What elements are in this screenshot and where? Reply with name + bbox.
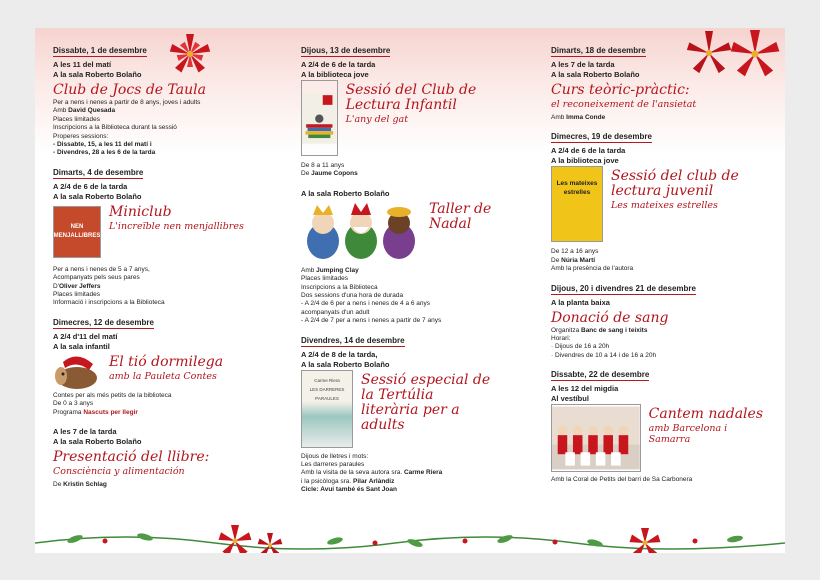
info-label: De [301, 170, 312, 178]
info-label: D' [53, 282, 59, 290]
event-subtitle: el reconeixement de l'ansietat [551, 99, 697, 110]
info-line: Dijous de lletres i mots: [301, 452, 369, 460]
event-time: A 2/4 d'11 del matí [53, 331, 118, 341]
event-date: Dimarts, 4 de desembre [53, 167, 144, 177]
info-label: Programa [53, 408, 84, 416]
info-line: - A 2/4 de 6 per a nens i nenes de 4 a 6 anys [301, 300, 431, 308]
info-label: Amb la visita de la seva autora sra. [301, 469, 404, 477]
event-place: A la sala Roberto Bolaño [301, 188, 390, 198]
info-name: Kristin Schlag [63, 481, 107, 489]
event-title: Sessió especial de la Tertúlia literària per a adults [361, 371, 491, 433]
info-label: i la psicòloga sra. [301, 477, 354, 485]
info-name: Banc de sang i teixits [581, 326, 648, 334]
info-label: De [53, 481, 64, 489]
event-info [301, 267, 516, 326]
event-subtitle: Les mateixes estrelles [611, 200, 718, 212]
event-time: A les 7 de la tarda [551, 60, 615, 69]
info-line: De 0 a 3 anys [53, 400, 94, 408]
event-subtitle: amb Barcelona i Samarra [648, 423, 728, 446]
cycle-line: Cicle: Avui també és Sant Joan [301, 486, 397, 494]
event-miniclub [53, 168, 263, 308]
event-place: A la sala infantil [53, 341, 110, 351]
event-time: A 2/4 de 6 de la tarda [301, 60, 376, 69]
event-date: Divendres, 14 de desembre [301, 335, 405, 345]
info-name: David Quesada [68, 107, 116, 115]
info-line: - A 2/4 de 7 per a nens i nenes a partir de 7 anys [301, 317, 442, 325]
book-cover-image [301, 80, 338, 156]
event-info [551, 476, 766, 484]
event-info [301, 453, 516, 495]
info-line [301, 469, 516, 477]
column-left [53, 46, 263, 500]
info-line [53, 107, 263, 115]
tio-log-illustration [53, 352, 101, 392]
event-date: Dijous, 20 i divendres 21 de desembre [551, 283, 696, 293]
event-title: Sessió del club de lectura juvenil [611, 168, 739, 200]
event-time: A 2/4 de 6 de la tarda [53, 181, 128, 191]
event-title: Taller de Nadal [429, 200, 492, 232]
event-christmas-workshop [301, 189, 516, 326]
info-line: Places limitades [301, 275, 348, 283]
event-carols [551, 370, 766, 484]
column-right [551, 46, 766, 495]
event-date: Dijous, 13 de desembre [301, 46, 391, 55]
event-title: El tió dormilega [109, 353, 224, 370]
event-youth-reading-club [551, 132, 766, 273]
event-subtitle: amb la Pauleta Contes [109, 370, 217, 382]
book-cover-image [53, 206, 101, 258]
column-middle [301, 46, 516, 505]
info-line: De 12 a 16 anys [551, 248, 599, 256]
info-line: Per a nens i nenes de 5 a 7 anys, [53, 265, 150, 273]
event-time: A 2/4 de 8 de la tarda, [301, 349, 378, 359]
event-tio-dormilega [53, 318, 263, 417]
info-line [53, 283, 263, 291]
info-line: Inscripcions a la Biblioteca [301, 283, 378, 291]
info-line: Properes sessions: [53, 132, 109, 140]
info-line: Horari: [551, 335, 571, 343]
event-place: A la sala Roberto Bolaño [301, 359, 390, 369]
event-kids-reading-club [301, 46, 516, 179]
event-place: A la sala Roberto Bolaño [53, 70, 142, 79]
choir-photo-image [551, 404, 641, 472]
event-subtitle: L'any del gat [345, 114, 409, 125]
event-title: Curs teòric-pràctic: [551, 82, 690, 98]
event-title: Sessió del Club de Lectura Infantil [345, 82, 477, 113]
info-name: Jumping Clay [316, 266, 359, 274]
three-kings-figures-image [301, 199, 421, 261]
event-place: A la biblioteca jove [301, 70, 369, 79]
info-line: Les darreres paraules [301, 461, 365, 469]
event-date: Dimecres, 12 de desembre [53, 317, 154, 327]
info-label: Amb [53, 107, 69, 115]
event-info [551, 327, 766, 361]
event-book-presentation [53, 427, 263, 489]
event-title: Club de Jocs de Taula [53, 82, 206, 98]
event-time: A les 12 del migdia [551, 384, 619, 394]
event-date: Dimecres, 19 de desembre [551, 132, 652, 142]
event-title: Donació de sang [551, 309, 669, 326]
event-date: Dimarts, 18 de desembre [551, 46, 646, 55]
event-place: Al vestíbul [551, 394, 589, 404]
event-title: Presentació del llibre: [53, 449, 210, 466]
info-name: Jaume Copons [311, 170, 358, 178]
event-board-games [53, 46, 263, 158]
book-cover-title: NEN MENJALLIBRES [53, 223, 101, 239]
info-name: Carme Riera [403, 469, 443, 477]
info-label: Amb [551, 114, 567, 121]
info-label: Amb [301, 266, 317, 274]
program-name: Nascuts per llegir [83, 408, 138, 416]
info-line: Per a nens i nenes a partir de 8 anys, joves i adults [53, 99, 201, 106]
info-line [551, 327, 766, 335]
event-blood-donation [551, 284, 766, 361]
event-place: A la sala Roberto Bolaño [53, 437, 142, 447]
event-literary-gathering [301, 336, 516, 495]
event-time: A les 11 del matí [53, 60, 112, 69]
event-info [53, 481, 263, 489]
info-line: Acompanyats pels seus pares [53, 274, 140, 282]
holly-garland-decoration [35, 521, 785, 553]
book-cover-image [301, 370, 353, 448]
event-info [551, 248, 766, 273]
info-label: Organitza [551, 326, 581, 334]
book-cover-author: Carme Riera [314, 377, 340, 383]
info-line: De 8 a 11 anys [301, 162, 345, 169]
event-date: Dissabte, 1 de desembre [53, 46, 147, 55]
event-subtitle: L'increïble nen menjallibres [109, 220, 244, 232]
info-line: acompanyats d'un adult [301, 308, 370, 316]
info-line: · Divendres de 10 a 14 i de 16 a 20h [551, 351, 657, 359]
info-name: Imma Conde [566, 114, 606, 121]
event-info [53, 266, 263, 308]
event-anxiety-course [551, 46, 766, 122]
info-name: Pilar Arlàndiz [353, 477, 395, 485]
event-title: Miniclub [109, 203, 172, 220]
session-line: - Divendres, 28 a les 6 de la tarda [53, 149, 156, 157]
info-label: De [551, 256, 562, 264]
info-line: Informació i inscripcions a la Biblioteca [53, 299, 165, 307]
event-info [53, 392, 263, 417]
event-info [551, 114, 766, 122]
event-place: A la planta baixa [551, 297, 610, 307]
info-line: Dos sessions d'una hora de durada [301, 292, 404, 300]
info-line: Places limitades [53, 115, 100, 123]
info-line [301, 267, 516, 275]
info-line [551, 257, 766, 265]
event-info [53, 99, 263, 158]
brochure-sheet [35, 28, 785, 553]
info-line: Places limitades [53, 291, 100, 299]
info-line [301, 170, 516, 178]
event-time: A 2/4 de 6 de la tarda [551, 146, 626, 156]
info-line: Inscripcions a la Biblioteca durant la sessió [53, 124, 177, 132]
event-place: A la sala Roberto Bolaño [53, 191, 142, 201]
book-cover-title: LES DARRERES PARAULES [309, 386, 345, 401]
event-place: A la sala Roberto Bolaño [551, 70, 640, 79]
info-line: Contes per als més petits de la biblioteca [53, 391, 172, 399]
book-cover-title: Les mateixes estrelles [556, 180, 598, 197]
session-line: - Dissabte, 15, a les 11 del matí i [53, 141, 152, 149]
event-date: Dissabte, 22 de desembre [551, 370, 650, 380]
info-line: · Dijous de 16 a 20h [551, 343, 610, 351]
event-place: A la biblioteca jove [551, 156, 619, 166]
info-name: Núria Martí [561, 256, 596, 264]
info-line [53, 409, 263, 417]
info-line: Amb la presència de l'autora [551, 265, 634, 273]
event-info [301, 162, 516, 179]
info-line: Amb la Coral de Petits del barri de Sa Carbonera [551, 476, 693, 484]
info-name: Oliver Jeffers [58, 282, 101, 290]
info-line [301, 478, 516, 486]
event-title: Cantem nadales [648, 406, 764, 423]
event-time: A les 7 de la tarda [53, 427, 117, 437]
event-subtitle: Consciència y alimentación [53, 466, 185, 478]
book-cover-image [551, 166, 603, 242]
